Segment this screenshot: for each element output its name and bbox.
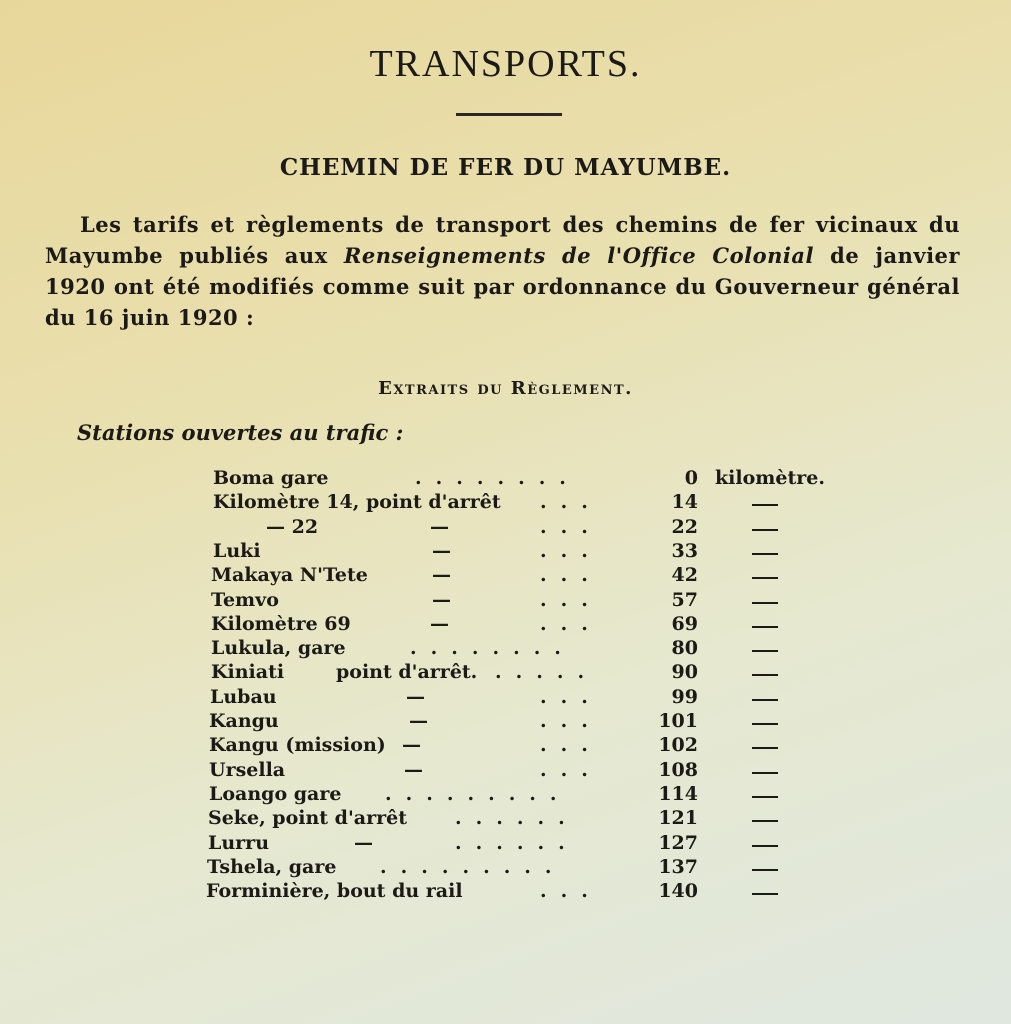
station-km: 0: [684, 467, 698, 489]
station-ditto: —: [404, 758, 423, 781]
station-km: 80: [671, 637, 698, 660]
station-row: [0, 661, 1011, 685]
station-km: 33: [671, 539, 698, 562]
station-name: Kilomètre 14, point d'arrêt: [213, 491, 501, 514]
station-row: [0, 637, 1011, 661]
station-name: — 22: [266, 515, 319, 538]
ditto-dash: [752, 626, 778, 628]
station-km: 99: [671, 685, 698, 708]
intro-paragraph: [45, 209, 960, 333]
leader-dots: ........: [415, 467, 580, 489]
station-name: Forminière, bout du rail: [206, 880, 463, 903]
station-row: [0, 734, 1011, 758]
leader-dots: ...: [540, 734, 602, 757]
ditto-dash: [752, 893, 778, 895]
station-ditto: —: [432, 539, 451, 562]
station-km: 57: [671, 588, 698, 611]
station-row: [0, 491, 1011, 515]
leader-dots: .....: [495, 661, 599, 684]
station-row: [0, 686, 1011, 710]
station-row: [0, 613, 1011, 637]
leader-dots: ...: [540, 588, 602, 611]
intro-text-1: Les tarifs et règlements de transport des chemins de fer vicinaux du Mayumbe publiés aux: [45, 212, 960, 268]
station-km: 121: [658, 807, 698, 830]
leader-dots: ...: [540, 564, 602, 587]
leader-dots: ...: [540, 880, 602, 903]
station-km: 137: [658, 855, 698, 878]
ditto-dash: [752, 796, 778, 798]
leader-dots: ...: [540, 685, 602, 708]
station-name: Seke, point d'arrêt: [208, 807, 407, 830]
station-name: Kangu (mission): [209, 734, 386, 757]
ditto-dash: [752, 650, 778, 652]
ditto-dash: [752, 602, 778, 604]
station-row: [0, 516, 1011, 540]
station-ditto: point d'arrêt.: [336, 661, 478, 684]
station-km: 108: [658, 758, 698, 781]
station-row: [0, 540, 1011, 564]
ditto-dash: [752, 699, 778, 701]
station-ditto: —: [432, 564, 451, 587]
station-ditto: —: [409, 710, 428, 732]
station-km: 114: [658, 782, 698, 805]
station-row: [0, 783, 1011, 807]
station-name: Kilomètre 69: [211, 612, 351, 635]
station-name: Makaya N'Tete: [211, 564, 368, 587]
section-title: CHEMIN DE FER DU MAYUMBE.: [279, 154, 732, 181]
regulation-heading: Extraits du Règlement.: [378, 378, 633, 399]
station-name: Lukula, gare: [211, 637, 346, 660]
station-row: [0, 856, 1011, 880]
station-km: 102: [658, 734, 698, 757]
station-row: [0, 710, 1011, 734]
ditto-dash: [752, 869, 778, 871]
station-km: 22: [671, 515, 698, 538]
leader-dots: ...: [540, 758, 602, 781]
station-km: 42: [671, 564, 698, 587]
station-km: 69: [671, 612, 698, 635]
station-km: 90: [671, 661, 698, 684]
station-row: [0, 807, 1011, 831]
station-ditto: —: [354, 831, 373, 854]
leader-dots: ...: [540, 515, 602, 538]
station-name: Lubau: [210, 685, 277, 708]
leader-dots: ......: [455, 831, 579, 854]
station-name: Loango gare: [209, 782, 342, 805]
leader-dots: ........: [410, 637, 575, 660]
station-row: [0, 880, 1011, 904]
station-km: 127: [658, 831, 698, 854]
ditto-dash: [752, 747, 778, 749]
ditto-dash: [752, 529, 778, 531]
unit-label: kilomètre.: [715, 467, 825, 489]
ditto-dash: [752, 723, 778, 725]
station-name: Lurru: [208, 831, 270, 854]
station-ditto: —: [430, 515, 449, 538]
station-name: Ursella: [209, 758, 286, 781]
station-row: [0, 589, 1011, 613]
station-name: Tshela, gare: [207, 855, 337, 878]
leader-dots: ......: [455, 807, 579, 830]
station-ditto: —: [430, 612, 449, 635]
leader-dots: .........: [380, 855, 566, 878]
station-row: [0, 759, 1011, 783]
ditto-dash: [752, 845, 778, 847]
station-name: Temvo: [211, 588, 279, 611]
station-km: 14: [671, 491, 698, 514]
leader-dots: ...: [540, 491, 602, 514]
station-name: Luki: [213, 539, 261, 562]
ditto-dash: [752, 553, 778, 555]
station-row: [0, 564, 1011, 588]
intro-text-2: de janvier 1920 ont été modifiés comme suit par ordonnance du Gouverneur général du 16 juin 1920 :: [45, 243, 960, 330]
ditto-dash: [752, 577, 778, 579]
ditto-dash: [752, 504, 778, 506]
station-ditto: —: [402, 734, 421, 757]
station-row: [0, 832, 1011, 856]
leader-dots: ...: [540, 612, 602, 635]
station-row: [0, 467, 1011, 491]
leader-dots: ...: [540, 539, 602, 562]
ditto-dash: [752, 674, 778, 676]
ditto-dash: [752, 772, 778, 774]
leader-dots: .........: [385, 782, 571, 805]
ditto-dash: [752, 820, 778, 822]
leader-dots: ...: [540, 710, 602, 732]
intro-italic-text: Renseignements de l'Office Colonial: [343, 243, 814, 268]
page-title: TRANSPORTS.: [369, 43, 642, 85]
station-km: 140: [658, 880, 698, 903]
stations-label: Stations ouvertes au trafic :: [77, 420, 404, 445]
station-name: Boma gare: [213, 467, 329, 489]
title-rule: [456, 113, 562, 116]
station-km: 101: [658, 710, 698, 732]
station-name: Kiniati: [211, 661, 285, 684]
station-ditto: —: [406, 685, 425, 708]
station-name: Kangu: [209, 710, 279, 732]
station-ditto: —: [432, 588, 451, 611]
